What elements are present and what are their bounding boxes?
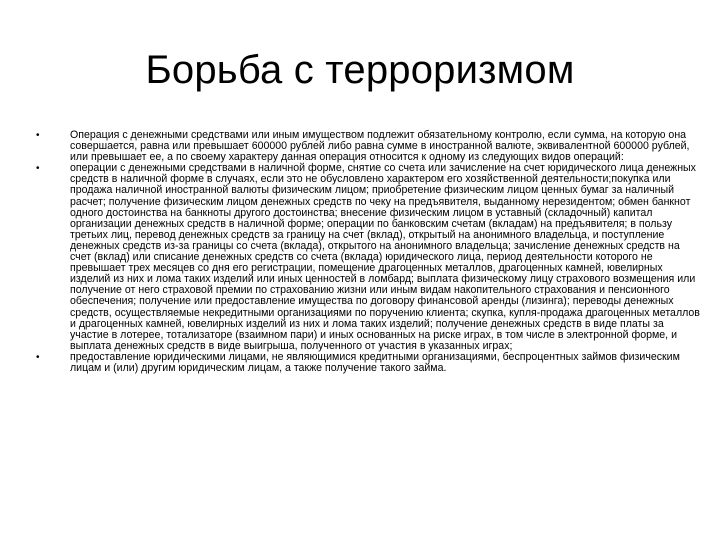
bullet-text: Операция с денежными средствами или иным имуществом подлежит обязательному контролю, если сумма, на которую она совершается, равна или превышает 600000 рублей либо равна сумме в иностранной валюте, эквивалентной 600000 рублей, или превышает ее, а по своему характеру данная операция относится к одному из следующих видов операций: [70,129,690,164]
list-item [36,130,700,163]
bullet-icon: • [36,130,40,141]
bullet-list [36,130,700,374]
bullet-text: операции с денежными средствами в наличной форме, снятие со счета или зачисление на счет юридического лица денежных средств в наличной форме в случаях, если это не обусловлено характером его хозяйственной деятельности;покупка или продажа наличной иностранной валюты физическим лицом; приобретение физическим лицом ценных бумаг за наличный расчет; получение физическим лицом денежных средств по чеку на предъявителя, выданному нерезидентом; обмен банкнот одного достоинства на банкноты другого достоинства; внесение физическим лицом в уставный (складочный) капитал организации денежных средств в наличной форме; операции по банковским счетам (вкладам) на предъявителя; в пользу третьих лиц, перевод денежных средств за границу на счет (вклад), открытый на анонимного владельца, и поступление денежных средств из-за границы со счета (вклада), открытого на анонимного владельца; зачисление денежных средств на счет (вклад) или списание денежных средств со счета (вклада) юридического лица, период деятельности которого не превышает трех месяцев со дня его регистрации, помещение драгоценных металлов, драгоценных камней, ювелирных изделий из них и лома таких изделий или иных ценностей в ломбард; выплата физическому лицу страхового возмещения или получение от него страховой премии по страхованию жизни или иным видам накопительного страхования и пенсионного обеспечения; получение или предоставление имущества по договору финансовой аренды (лизинга); переводы денежных средств, осуществляемые некредитными организациями по поручению клиента; скупка, купля-продажа драгоценных металлов и драгоценных камней, ювелирных изделий из них и лома таких изделий; получение денежных средств в виде платы за участие в лотерее, тотализаторе (взаимном пари) и иных основанных на риске играх, в том числе в электронной форме, и выплата денежных средств в виде выигрыша, полученного от участия в указанных играх; [70,162,700,352]
bullet-icon: • [36,163,40,175]
list-item [36,352,700,374]
list-item [36,163,700,352]
slide-title: Борьба с терроризмом [145,48,575,92]
bullet-icon: • [36,351,40,363]
bullet-text: предоставление юридическими лицами, не являющимися кредитными организациями, беспроцентных займов физическим лицам и (или) другим юридическим лицам, а также получение такого займа. [70,350,680,374]
